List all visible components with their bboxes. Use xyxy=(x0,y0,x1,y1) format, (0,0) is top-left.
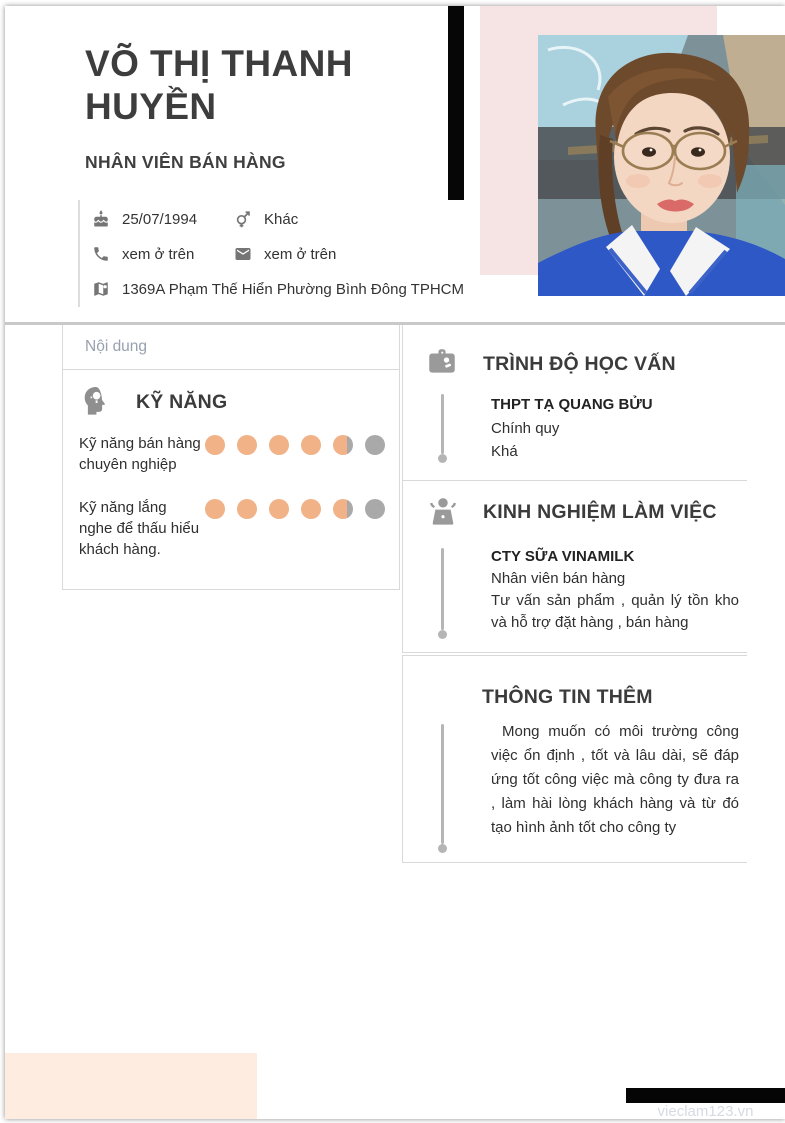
contact-row-3 xyxy=(80,278,498,300)
birthday-cell xyxy=(92,210,234,228)
additional-info-card xyxy=(402,655,747,863)
experience-card xyxy=(402,481,747,653)
skill-dot xyxy=(269,499,289,519)
skill-dot xyxy=(301,435,321,455)
experience-role: Nhân viên bán hàng xyxy=(491,570,626,587)
skill-dot xyxy=(365,435,385,455)
skill-dot xyxy=(301,499,321,519)
phone-cell xyxy=(92,245,234,263)
additional-info-heading: THÔNG TIN THÊM xyxy=(482,686,653,708)
birthday-cake-icon xyxy=(92,210,110,228)
experience-timeline xyxy=(441,548,444,630)
education-grade: Khá xyxy=(491,443,518,460)
birthday-value: 25/07/1994 xyxy=(122,210,198,228)
skill-label: Kỹ năng bán hàng chuyên nghiệp xyxy=(79,435,201,473)
right-column xyxy=(402,325,747,863)
email-icon xyxy=(234,245,252,263)
contact-card xyxy=(78,200,498,307)
skill-row xyxy=(79,497,393,560)
content-label: Nội dung xyxy=(85,338,148,355)
skills-card xyxy=(62,325,400,590)
education-body xyxy=(491,393,739,464)
skill-dot xyxy=(205,435,225,455)
education-briefcase-icon xyxy=(424,345,462,383)
content-header xyxy=(63,325,399,370)
skill-level-dots xyxy=(205,499,385,560)
gender-icon xyxy=(234,210,252,228)
experience-person-icon xyxy=(424,493,462,531)
contact-row-2 xyxy=(80,243,498,265)
email-value: xem ở trên xyxy=(264,245,337,263)
skill-dot xyxy=(237,435,257,455)
education-type: Chính quy xyxy=(491,419,560,437)
experience-company: CTY SỮA VINAMILK xyxy=(491,548,635,565)
skills-head-idea-icon xyxy=(76,383,114,421)
decor-accent-bar xyxy=(448,6,464,200)
address-cell xyxy=(92,280,464,298)
skill-dot xyxy=(205,499,225,519)
additional-info-timeline xyxy=(441,724,444,844)
experience-heading: KINH NGHIỆM LÀM VIỆC xyxy=(483,500,717,523)
experience-description: Tư vấn sản phẩm , quản lý tồn kho và hỗ trợ đặt hàng , bán hàng xyxy=(491,592,739,631)
address-value: 1369A Phạm Thế Hiển Phường Bình Đông TPHCM xyxy=(122,280,465,298)
skill-row xyxy=(79,433,393,475)
decor-footer-bar xyxy=(626,1088,785,1103)
experience-body xyxy=(491,546,739,634)
education-timeline xyxy=(441,394,444,454)
skill-dot xyxy=(269,435,289,455)
candidate-job-title: NHÂN VIÊN BÁN HÀNG xyxy=(85,152,286,172)
education-school: THPT TẠ QUANG BỬU xyxy=(491,396,653,413)
skills-section-head xyxy=(76,383,227,421)
skill-label: Kỹ năng lắng nghe để thấu hiểu khách hàng. xyxy=(79,499,200,558)
gender-value: Khác xyxy=(264,210,299,228)
location-map-icon xyxy=(92,280,110,298)
skill-level-dots xyxy=(205,435,385,475)
additional-info-text: Mong muốn có môi trường công việc ổn định , tốt và lâu dài, sẽ đáp ứng tốt công việc mà công ty đưa ra , làm hài lòng khách hàng và từ đó tạo hình ảnh tốt cho công ty xyxy=(491,723,739,836)
skill-dot xyxy=(237,499,257,519)
gender-cell xyxy=(234,210,298,228)
contact-row-1 xyxy=(80,208,498,230)
watermark-text: vieclam123.vn xyxy=(657,1103,754,1120)
skills-heading: KỸ NĂNG xyxy=(136,390,228,413)
phone-value: xem ở trên xyxy=(122,245,195,263)
additional-info-head xyxy=(482,686,653,709)
skill-dot xyxy=(333,499,353,519)
candidate-name: VÕ THỊ THANH HUYỀN xyxy=(85,43,353,128)
cv-page xyxy=(5,6,785,1119)
education-card xyxy=(402,325,747,481)
profile-photo xyxy=(538,35,785,296)
education-head xyxy=(424,345,676,383)
phone-icon xyxy=(92,245,110,263)
skill-dot xyxy=(333,435,353,455)
decor-peach-block xyxy=(5,1053,257,1119)
email-cell xyxy=(234,245,336,263)
experience-head xyxy=(424,493,717,531)
education-heading: TRÌNH ĐỘ HỌC VẤN xyxy=(483,352,676,375)
skill-dot xyxy=(365,499,385,519)
